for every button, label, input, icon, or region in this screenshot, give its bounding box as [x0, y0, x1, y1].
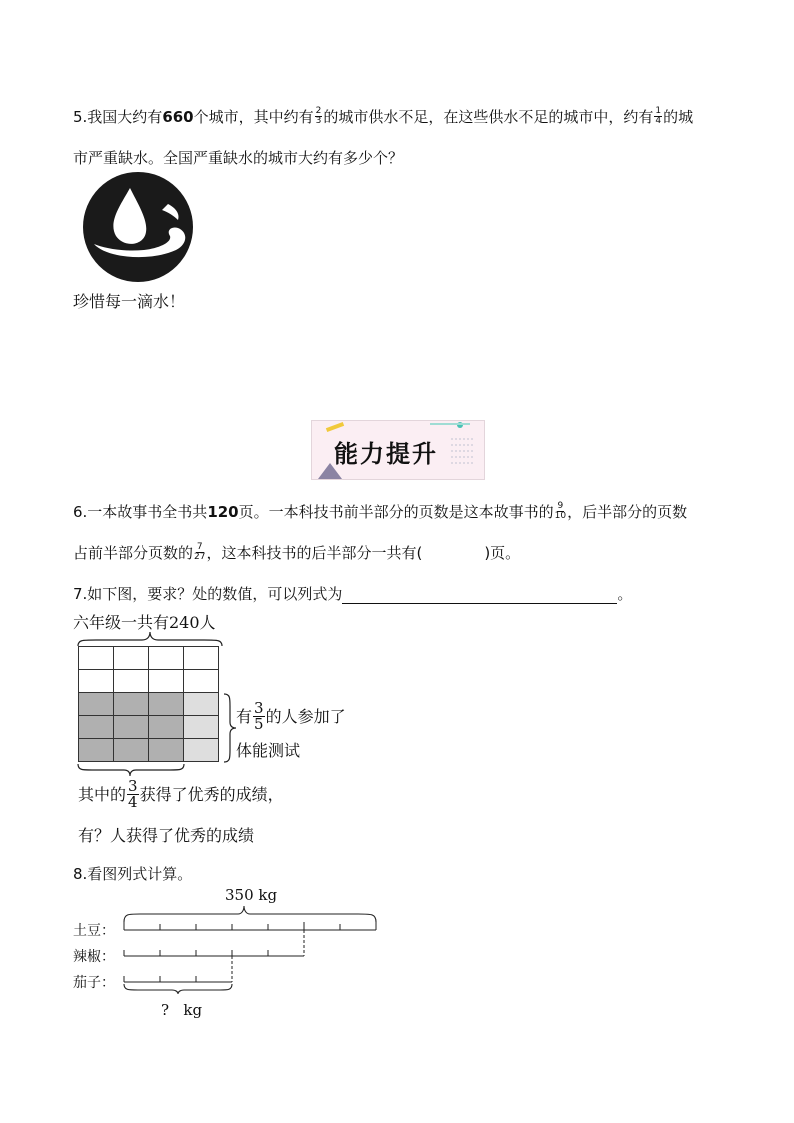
q6-line2: 占前半部分页数的 $\frac{7}{27}$ ，这本科技书的后半部分一共有( )页。 — [73, 542, 521, 562]
row-potato-label: 土豆： — [73, 923, 115, 939]
bottom-brace — [76, 762, 188, 778]
q5-line1: 5.我国大约有660个城市，其中约有 $\frac{2}{3}$ 的城市供水不足，在这些供水不足的城市中，约有 $\frac{1}{4}$ 的城 — [73, 106, 694, 126]
q5-caption: 珍惜每一滴水！ — [73, 292, 186, 311]
total-label: 350 kg — [225, 886, 278, 904]
bottom-label-line1: 其中的 $\frac{3}{4}$ 获得了优秀的成绩， — [78, 777, 284, 811]
q7-figure-title: 六年级一共有240人 — [73, 613, 216, 632]
q5-fraction-2: $\frac{1}{4}$ — [655, 106, 662, 126]
q6-number: 120 — [207, 503, 239, 521]
q5-number: 660 — [162, 108, 194, 126]
fraction-grid — [78, 646, 219, 762]
right-label-line2: 体能测试 — [236, 741, 301, 760]
q7-line: 7.如下图，要求？处的数值，可以列式为 。 — [73, 585, 633, 603]
segment-diagram — [120, 904, 382, 994]
q6-line1: 6.一本故事书全书共120页。一本科技书前半部分的页数是这本故事书的 $\frac{9}{10}$ ，后半部分的页数 — [73, 501, 688, 521]
row-pepper-label: 辣椒： — [73, 949, 115, 965]
row-eggplant-label: 茄子： — [73, 975, 115, 991]
q6-fraction-2: $\frac{7}{27}$ — [194, 542, 206, 562]
unknown-label: ? kg — [161, 1001, 203, 1019]
section-banner — [311, 420, 485, 480]
banner-title: 能力提升 — [334, 440, 438, 468]
bottom-label-line2: 有？人获得了优秀的成绩 — [78, 826, 255, 845]
q6-fraction-1: $\frac{9}{10}$ — [554, 501, 567, 521]
q8-line: 8.看图列式计算。 — [73, 865, 193, 883]
water-drop-icon — [80, 170, 198, 284]
right-label-line1: 有 $\frac{3}{5}$ 的人参加了 — [236, 699, 346, 733]
q7-answer-line[interactable] — [342, 589, 617, 604]
q5-line2: 市严重缺水。全国严重缺水的城市大约有多少个？ — [73, 149, 404, 167]
q5-fraction-1: $\frac{2}{3}$ — [315, 106, 322, 126]
